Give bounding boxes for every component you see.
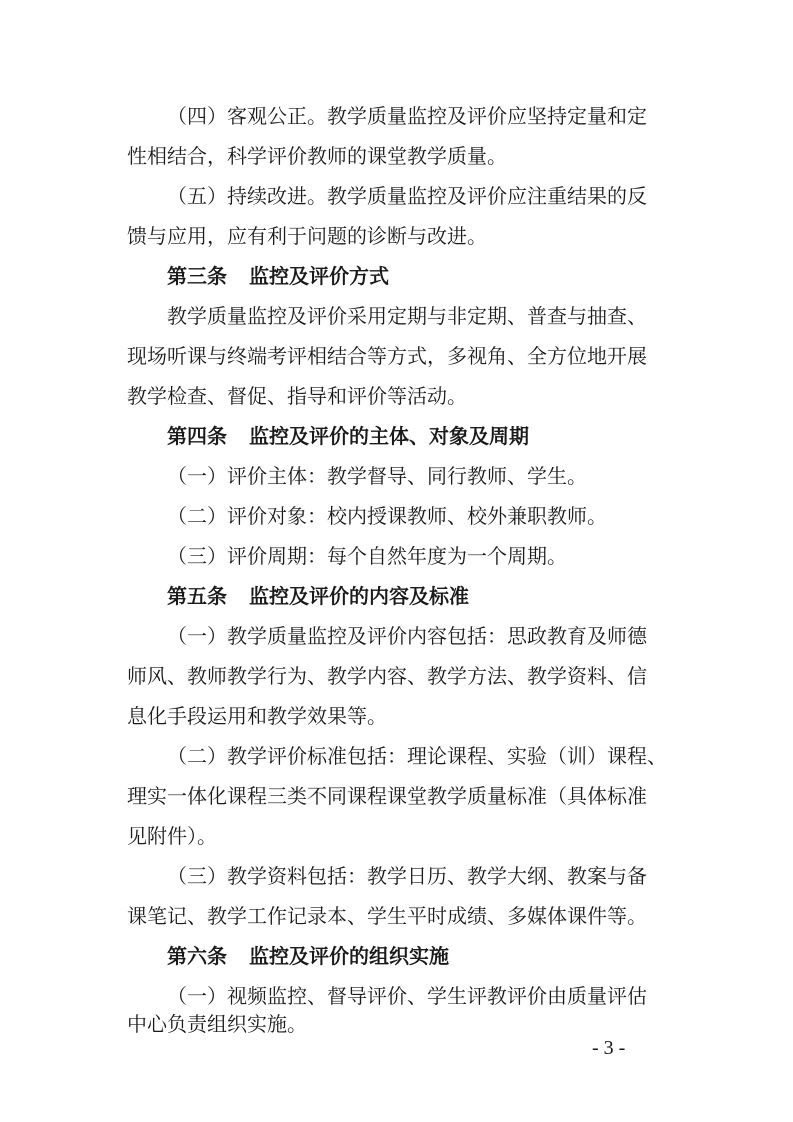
article-4-heading [167,422,715,450]
article-title: 监控及评价的组织实施 [249,944,449,968]
paragraph-line: （一）教学质量监控及评价内容包括：思政教育及师德 [167,624,647,648]
article-title: 监控及评价的内容及标准 [249,584,469,608]
paragraph-line: 馈与应用，应有利于问题的诊断与改进。 [127,224,487,248]
paragraph-line: 教学检查、督促、指导和评价等活动。 [127,384,467,408]
article-3-heading [167,262,715,290]
article-title: 监控及评价方式 [249,264,389,288]
paragraph-line: 性相结合，科学评价教师的课堂教学质量。 [127,144,507,168]
paragraph-line: （二）评价对象：校内授课教师、校外兼职教师。 [167,504,607,528]
paragraph-line: （一）评价主体：教学督导、同行教师、学生。 [167,464,587,488]
paragraph-line: 教学质量监控及评价采用定期与非定期、普查与抽查、 [167,304,647,328]
paragraph-line: （四）客观公正。教学质量监控及评价应坚持定量和定 [167,104,647,128]
paragraph-line: （五）持续改进。教学质量监控及评价应注重结果的反 [167,184,647,208]
article-5-heading [167,582,715,610]
article-number: 第三条 [167,264,227,288]
paragraph-line: 中心负责组织实施。 [127,1012,307,1036]
article-number: 第五条 [167,584,227,608]
paragraph-line: 师风、教师教学行为、教学内容、教学方法、教学资料、信 [127,664,647,688]
paragraph-line: 现场听课与终端考评相结合等方式，多视角、全方位地开展 [127,344,647,368]
article-6-heading [167,942,715,970]
paragraph-line: （三）评价周期：每个自然年度为一个周期。 [167,544,567,568]
paragraph-line: （一）视频监控、督导评价、学生评教评价由质量评估 [167,984,647,1008]
article-number: 第四条 [167,424,227,448]
paragraph-line: 息化手段运用和教学效果等。 [127,704,387,728]
paragraph-line: 见附件）。 [127,824,217,848]
paragraph-line: 课笔记、教学工作记录本、学生平时成绩、多媒体课件等。 [127,904,647,928]
page-number: - 3 - [592,1037,626,1059]
paragraph-line: （三）教学资料包括：教学日历、教学大纲、教案与备 [167,864,647,888]
article-number: 第六条 [167,944,227,968]
paragraph-line: 理实一体化课程三类不同课程课堂教学质量标准（具体标准 [127,784,647,808]
article-title: 监控及评价的主体、对象及周期 [249,424,529,448]
paragraph-line: （二）教学评价标准包括：理论课程、实验（训）课程、 [167,744,667,768]
